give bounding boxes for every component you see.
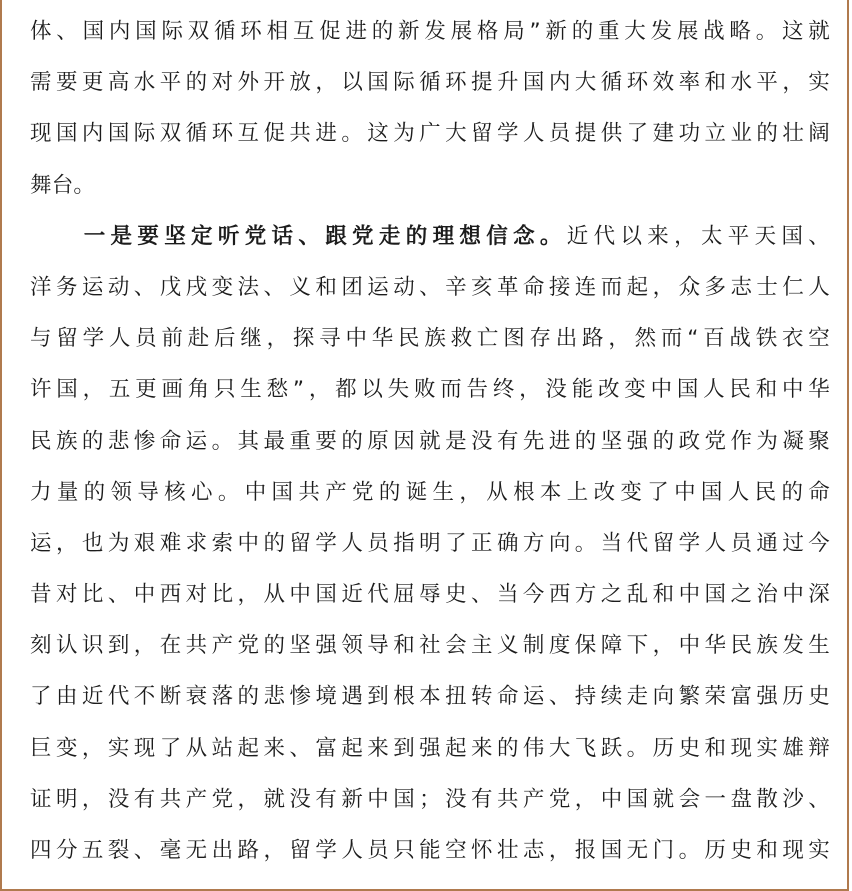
paragraph-1 bbox=[30, 6, 830, 211]
text-line: 现国内国际双循环互促共进。这为广大留学人员提供了建功立业的壮阔 bbox=[30, 121, 830, 147]
text-line: 洋务运动、戊戌变法、义和团运动、辛亥革命接连而起，众多志士仁人 bbox=[30, 274, 830, 300]
text-line: 许国，五更画角只生愁”，都以失败而告终，没能改变中国人民和中华 bbox=[30, 377, 830, 403]
text-line-first bbox=[30, 211, 830, 262]
text-line: 与留学人员前赴后继，探寻中华民族救亡图存出路，然而“百战铁衣空 bbox=[30, 326, 830, 352]
text-run: 近代以来，太平天国、 bbox=[566, 223, 830, 249]
text-line: 力量的领导核心。中国共产党的诞生，从根本上改变了中国人民的命 bbox=[30, 479, 830, 505]
paragraph-2 bbox=[30, 211, 830, 876]
text-line: 四分五裂、毫无出路，留学人员只能空怀壮志，报国无门。历史和现实 bbox=[30, 838, 830, 863]
text-line: 昔对比、中西对比，从中国近代屈辱史、当今西方之乱和中国之治中深 bbox=[30, 582, 830, 608]
text-line: 证明，没有共产党，就没有新中国；没有共产党，中国就会一盘散沙、 bbox=[30, 786, 830, 812]
section-heading: 一是要坚定听党话、跟党走的理想信念。 bbox=[83, 223, 567, 249]
text-line: 了由近代不断衰落的悲惨境遇到根本扭转命运、持续走向繁荣富强历史 bbox=[30, 684, 830, 710]
text-line: 巨变，实现了从站起来、富起来到强起来的伟大飞跃。历史和现实雄辩 bbox=[30, 735, 830, 761]
article-body bbox=[30, 6, 830, 876]
text-line: 刻认识到，在共产党的坚强领导和社会主义制度保障下，中华民族发生 bbox=[30, 633, 830, 659]
paragraph-indent bbox=[30, 224, 84, 249]
text-line: 体、国内国际双循环相互促进的新发展格局”新的重大发展战略。这就 bbox=[30, 19, 830, 44]
text-line: 运，也为艰难求索中的留学人员指明了正确方向。当代留学人员通过今 bbox=[30, 530, 830, 556]
text-line: 需要更高水平的对外开放，以国际循环提升国内大循环效率和水平，实 bbox=[30, 70, 830, 96]
text-line: 舞台。 bbox=[30, 172, 96, 198]
text-line: 民族的悲惨命运。其最重要的原因就是没有先进的坚强的政党作为凝聚 bbox=[30, 428, 830, 454]
